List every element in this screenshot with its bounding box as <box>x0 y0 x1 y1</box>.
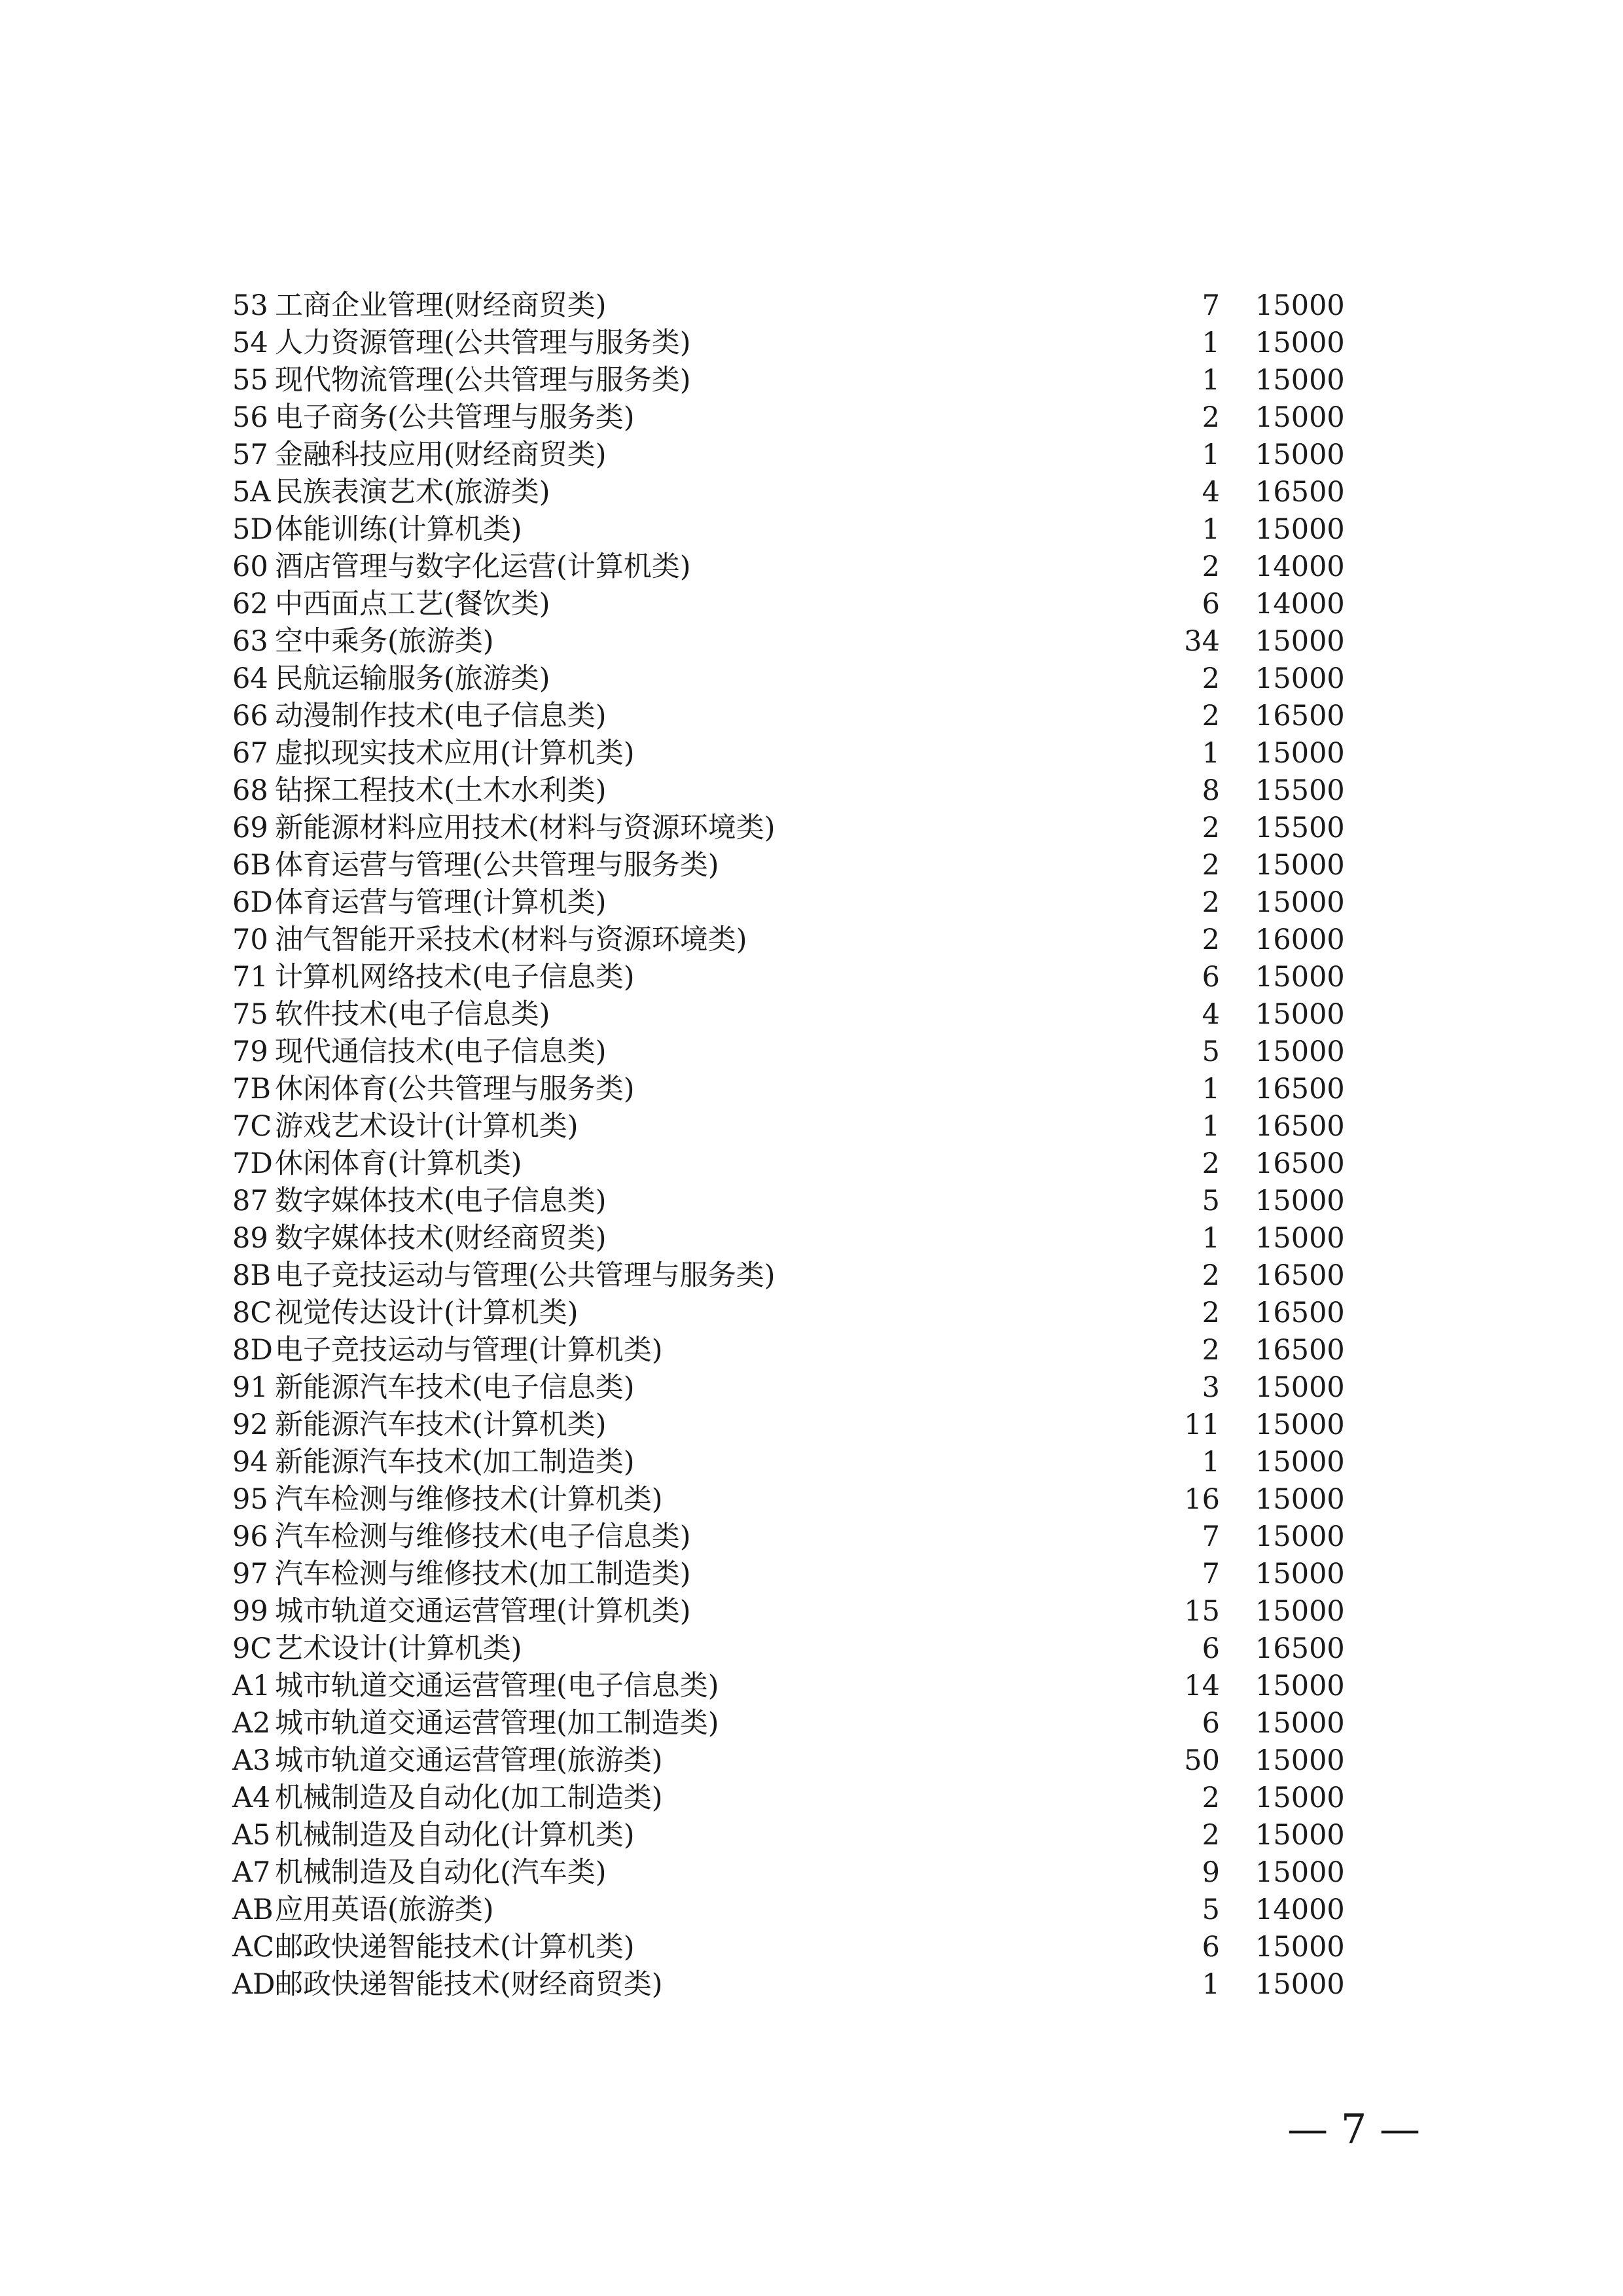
major-name: 动漫制作技术(电子信息类) <box>275 700 607 732</box>
enrollment-count: 2 <box>1202 662 1220 695</box>
enrollment-count: 8 <box>1202 774 1220 807</box>
major-code: AC <box>232 1931 274 1964</box>
table-row <box>0 1369 1623 1407</box>
major-name: 计算机网络技术(电子信息类) <box>275 961 635 994</box>
table-row <box>0 548 1623 586</box>
major-name: 人力资源管理(公共管理与服务类) <box>275 327 691 359</box>
table-row <box>0 1071 1623 1108</box>
major-code: 5A <box>232 476 271 509</box>
tuition-fee: 16500 <box>1255 1259 1345 1292</box>
major-name: 汽车检测与维修技术(加工制造类) <box>275 1558 691 1590</box>
enrollment-count: 2 <box>1202 1147 1220 1180</box>
major-name: 城市轨道交通运营管理(加工制造类) <box>275 1707 719 1740</box>
enrollment-count: 4 <box>1202 476 1220 509</box>
tuition-fee: 14000 <box>1255 1893 1345 1926</box>
major-code: 7C <box>232 1110 272 1143</box>
table-row <box>0 698 1623 735</box>
tuition-fee: 15000 <box>1255 662 1345 695</box>
table-row <box>0 1929 1623 1966</box>
major-code: 56 <box>232 401 268 434</box>
table-row <box>0 1556 1623 1593</box>
tuition-fee: 15000 <box>1255 1446 1345 1479</box>
enrollment-count: 2 <box>1202 812 1220 844</box>
tuition-fee: 15000 <box>1255 439 1345 471</box>
tuition-fee: 15000 <box>1255 849 1345 882</box>
table-row <box>0 1630 1623 1668</box>
tuition-fee: 15000 <box>1255 998 1345 1031</box>
tuition-fee: 16500 <box>1255 1334 1345 1367</box>
enrollment-count: 2 <box>1202 849 1220 882</box>
major-name: 民航运输服务(旅游类) <box>275 662 550 695</box>
enrollment-count: 7 <box>1202 1520 1220 1553</box>
major-code: 99 <box>232 1595 268 1628</box>
major-name: 游戏艺术设计(计算机类) <box>275 1110 579 1143</box>
major-code: 54 <box>232 327 268 359</box>
table-row <box>0 847 1623 884</box>
table-row <box>0 1593 1623 1630</box>
enrollment-count: 2 <box>1202 1334 1220 1367</box>
enrollment-count: 7 <box>1202 1558 1220 1590</box>
major-code: 8C <box>232 1297 272 1329</box>
table-row <box>0 1220 1623 1257</box>
tuition-fee: 15000 <box>1255 1856 1345 1889</box>
table-row <box>0 1108 1623 1145</box>
tuition-fee: 15000 <box>1255 1371 1345 1404</box>
tuition-fee: 16000 <box>1255 924 1345 956</box>
table-row <box>0 772 1623 810</box>
major-code: A1 <box>232 1670 271 1702</box>
tuition-fee: 15000 <box>1255 886 1345 919</box>
major-code: 6D <box>232 886 273 919</box>
table-row <box>0 959 1623 996</box>
major-name: 体育运营与管理(计算机类) <box>275 886 607 919</box>
enrollment-count: 34 <box>1184 625 1220 658</box>
major-code: 55 <box>232 364 268 397</box>
table-row <box>0 287 1623 325</box>
major-code: 68 <box>232 774 268 807</box>
major-name: 电子商务(公共管理与服务类) <box>275 401 635 434</box>
major-name: 机械制造及自动化(加工制造类) <box>275 1782 663 1814</box>
major-code: 7B <box>232 1073 271 1105</box>
table-row <box>0 1518 1623 1556</box>
tuition-fee: 15000 <box>1255 1931 1345 1964</box>
major-name: 民族表演艺术(旅游类) <box>275 476 550 509</box>
table-row <box>0 1892 1623 1929</box>
tuition-fee: 14000 <box>1255 588 1345 620</box>
major-name: 现代通信技术(电子信息类) <box>275 1035 607 1068</box>
major-name: 电子竞技运动与管理(公共管理与服务类) <box>275 1259 776 1292</box>
tuition-fee: 16500 <box>1255 1147 1345 1180</box>
enrollment-count: 11 <box>1184 1408 1220 1441</box>
table-row <box>0 1742 1623 1780</box>
enrollment-table <box>0 287 1623 2003</box>
table-row <box>0 1257 1623 1295</box>
enrollment-count: 1 <box>1202 1073 1220 1105</box>
major-code: 70 <box>232 924 268 956</box>
major-code: A5 <box>232 1819 271 1852</box>
enrollment-count: 1 <box>1202 327 1220 359</box>
major-code: 8B <box>232 1259 271 1292</box>
major-name: 现代物流管理(公共管理与服务类) <box>275 364 691 397</box>
tuition-fee: 15000 <box>1255 737 1345 770</box>
enrollment-count: 16 <box>1184 1483 1220 1516</box>
enrollment-count: 1 <box>1202 737 1220 770</box>
enrollment-count: 15 <box>1184 1595 1220 1628</box>
table-row <box>0 325 1623 362</box>
major-code: 60 <box>232 550 268 583</box>
enrollment-count: 6 <box>1202 1707 1220 1740</box>
table-row <box>0 884 1623 922</box>
table-row <box>0 1295 1623 1332</box>
major-name: 电子竞技运动与管理(计算机类) <box>275 1334 663 1367</box>
tuition-fee: 15000 <box>1255 364 1345 397</box>
tuition-fee: 15000 <box>1255 1968 1345 2001</box>
enrollment-count: 5 <box>1202 1893 1220 1926</box>
major-name: 休闲体育(计算机类) <box>275 1147 522 1180</box>
table-row <box>0 1780 1623 1817</box>
major-name: 数字媒体技术(财经商贸类) <box>275 1222 607 1255</box>
major-code: 7D <box>232 1147 273 1180</box>
tuition-fee: 15000 <box>1255 1408 1345 1441</box>
tuition-fee: 14000 <box>1255 550 1345 583</box>
major-name: 城市轨道交通运营管理(电子信息类) <box>275 1670 719 1702</box>
major-name: 应用英语(旅游类) <box>275 1893 494 1926</box>
major-name: 钻探工程技术(土木水利类) <box>275 774 607 807</box>
major-name: 新能源汽车技术(加工制造类) <box>275 1446 635 1479</box>
major-code: A3 <box>232 1744 271 1777</box>
tuition-fee: 16500 <box>1255 1632 1345 1665</box>
major-code: 79 <box>232 1035 268 1068</box>
table-row <box>0 810 1623 847</box>
major-name: 新能源材料应用技术(材料与资源环境类) <box>275 812 776 844</box>
enrollment-count: 7 <box>1202 289 1220 322</box>
enrollment-count: 1 <box>1202 439 1220 471</box>
major-name: 工商企业管理(财经商贸类) <box>275 289 607 322</box>
table-row <box>0 1033 1623 1071</box>
major-code: 62 <box>232 588 268 620</box>
tuition-fee: 16500 <box>1255 700 1345 732</box>
tuition-fee: 16500 <box>1255 1073 1345 1105</box>
major-name: 汽车检测与维修技术(电子信息类) <box>275 1520 691 1553</box>
tuition-fee: 15500 <box>1255 774 1345 807</box>
table-row <box>0 511 1623 548</box>
table-row <box>0 399 1623 437</box>
major-code: 96 <box>232 1520 268 1553</box>
major-name: 体能训练(计算机类) <box>275 513 522 546</box>
table-row <box>0 586 1623 623</box>
major-code: 92 <box>232 1408 268 1441</box>
table-row <box>0 922 1623 959</box>
tuition-fee: 15000 <box>1255 1520 1345 1553</box>
major-name: 机械制造及自动化(汽车类) <box>275 1856 607 1889</box>
tuition-fee: 15000 <box>1255 513 1345 546</box>
tuition-fee: 16500 <box>1255 1110 1345 1143</box>
table-row <box>0 1481 1623 1518</box>
enrollment-count: 2 <box>1202 1782 1220 1814</box>
enrollment-count: 2 <box>1202 924 1220 956</box>
major-code: AB <box>232 1893 274 1926</box>
major-code: 97 <box>232 1558 268 1590</box>
table-row <box>0 623 1623 660</box>
enrollment-count: 6 <box>1202 1931 1220 1964</box>
major-code: 69 <box>232 812 268 844</box>
major-name: 数字媒体技术(电子信息类) <box>275 1185 607 1217</box>
major-name: 中西面点工艺(餐饮类) <box>275 588 550 620</box>
enrollment-count: 6 <box>1202 588 1220 620</box>
tuition-fee: 15000 <box>1255 1595 1345 1628</box>
major-name: 新能源汽车技术(电子信息类) <box>275 1371 635 1404</box>
enrollment-count: 1 <box>1202 1110 1220 1143</box>
tuition-fee: 15000 <box>1255 1819 1345 1852</box>
enrollment-count: 6 <box>1202 1632 1220 1665</box>
major-code: 71 <box>232 961 268 994</box>
major-name: 艺术设计(计算机类) <box>275 1632 522 1665</box>
table-row <box>0 996 1623 1033</box>
major-name: 城市轨道交通运营管理(旅游类) <box>275 1744 663 1777</box>
tuition-fee: 16500 <box>1255 1297 1345 1329</box>
table-row <box>0 474 1623 511</box>
major-code: 53 <box>232 289 268 322</box>
enrollment-count: 2 <box>1202 550 1220 583</box>
major-name: 虚拟现实技术应用(计算机类) <box>275 737 635 770</box>
table-row <box>0 1966 1623 2003</box>
tuition-fee: 15000 <box>1255 1558 1345 1590</box>
tuition-fee: 15000 <box>1255 1670 1345 1702</box>
enrollment-count: 5 <box>1202 1035 1220 1068</box>
tuition-fee: 15000 <box>1255 289 1345 322</box>
major-code: 67 <box>232 737 268 770</box>
table-row <box>0 660 1623 698</box>
major-name: 空中乘务(旅游类) <box>275 625 494 658</box>
enrollment-count: 1 <box>1202 364 1220 397</box>
tuition-fee: 15000 <box>1255 1035 1345 1068</box>
major-code: 87 <box>232 1185 268 1217</box>
enrollment-count: 2 <box>1202 1259 1220 1292</box>
tuition-fee: 15000 <box>1255 1222 1345 1255</box>
table-row <box>0 1407 1623 1444</box>
table-row <box>0 1145 1623 1183</box>
major-code: 63 <box>232 625 268 658</box>
enrollment-count: 14 <box>1184 1670 1220 1702</box>
major-name: 新能源汽车技术(计算机类) <box>275 1408 607 1441</box>
major-code: 95 <box>232 1483 268 1516</box>
major-code: 66 <box>232 700 268 732</box>
table-row <box>0 1854 1623 1892</box>
tuition-fee: 15000 <box>1255 1782 1345 1814</box>
major-name: 软件技术(电子信息类) <box>275 998 550 1031</box>
major-code: 75 <box>232 998 268 1031</box>
major-code: 94 <box>232 1446 268 1479</box>
enrollment-count: 2 <box>1202 700 1220 732</box>
major-name: 体育运营与管理(公共管理与服务类) <box>275 849 719 882</box>
enrollment-count: 1 <box>1202 1222 1220 1255</box>
tuition-fee: 15000 <box>1255 961 1345 994</box>
enrollment-count: 3 <box>1202 1371 1220 1404</box>
tuition-fee: 15000 <box>1255 1185 1345 1217</box>
major-code: 8D <box>232 1334 273 1367</box>
major-code: 5D <box>232 513 273 546</box>
enrollment-count: 50 <box>1184 1744 1220 1777</box>
enrollment-count: 5 <box>1202 1185 1220 1217</box>
table-row <box>0 735 1623 772</box>
enrollment-count: 6 <box>1202 961 1220 994</box>
major-code: 89 <box>232 1222 268 1255</box>
enrollment-count: 9 <box>1202 1856 1220 1889</box>
table-row <box>0 1668 1623 1705</box>
enrollment-count: 1 <box>1202 1446 1220 1479</box>
tuition-fee: 15500 <box>1255 812 1345 844</box>
major-code: 91 <box>232 1371 268 1404</box>
major-name: 视觉传达设计(计算机类) <box>275 1297 579 1329</box>
tuition-fee: 16500 <box>1255 476 1345 509</box>
enrollment-count: 1 <box>1202 1968 1220 2001</box>
enrollment-count: 2 <box>1202 886 1220 919</box>
major-name: 油气智能开采技术(材料与资源环境类) <box>275 924 747 956</box>
major-name: 邮政快递智能技术(计算机类) <box>275 1931 635 1964</box>
major-name: 汽车检测与维修技术(计算机类) <box>275 1483 663 1516</box>
major-code: A7 <box>232 1856 271 1889</box>
major-name: 金融科技应用(财经商贸类) <box>275 439 607 471</box>
table-row <box>0 1332 1623 1369</box>
major-name: 酒店管理与数字化运营(计算机类) <box>275 550 691 583</box>
major-code: 6B <box>232 849 271 882</box>
table-row <box>0 437 1623 474</box>
table-row <box>0 1817 1623 1854</box>
tuition-fee: 15000 <box>1255 1744 1345 1777</box>
tuition-fee: 15000 <box>1255 625 1345 658</box>
major-code: A4 <box>232 1782 271 1814</box>
tuition-fee: 15000 <box>1255 1707 1345 1740</box>
enrollment-count: 4 <box>1202 998 1220 1031</box>
major-name: 城市轨道交通运营管理(计算机类) <box>275 1595 691 1628</box>
major-name: 休闲体育(公共管理与服务类) <box>275 1073 635 1105</box>
major-code: 64 <box>232 662 268 695</box>
major-name: 机械制造及自动化(计算机类) <box>275 1819 635 1852</box>
table-row <box>0 1444 1623 1481</box>
major-code: 9C <box>232 1632 272 1665</box>
major-code: AD <box>232 1968 276 2001</box>
major-code: A2 <box>232 1707 271 1740</box>
major-code: 57 <box>232 439 268 471</box>
table-row <box>0 1183 1623 1220</box>
major-name: 邮政快递智能技术(财经商贸类) <box>275 1968 663 2001</box>
tuition-fee: 15000 <box>1255 1483 1345 1516</box>
tuition-fee: 15000 <box>1255 327 1345 359</box>
tuition-fee: 15000 <box>1255 401 1345 434</box>
table-row <box>0 362 1623 399</box>
table-row <box>0 1705 1623 1742</box>
enrollment-count: 2 <box>1202 1819 1220 1852</box>
enrollment-count: 2 <box>1202 401 1220 434</box>
enrollment-count: 2 <box>1202 1297 1220 1329</box>
enrollment-count: 1 <box>1202 513 1220 546</box>
page-number: — 7 — <box>1287 2105 1420 2153</box>
